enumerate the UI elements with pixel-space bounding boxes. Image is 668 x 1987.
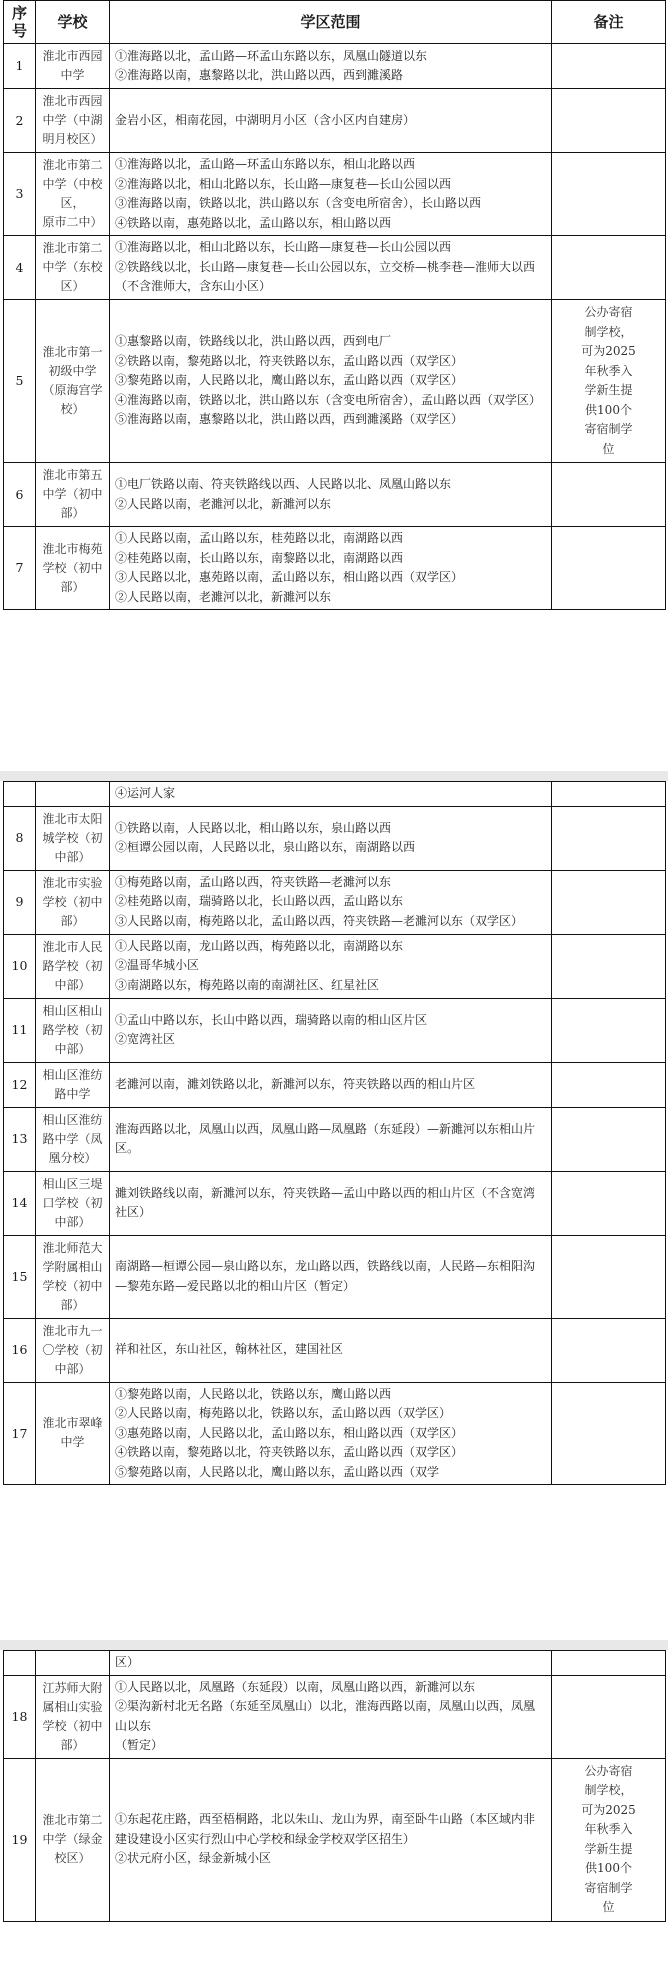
district-range-line: ④铁路以南，惠苑路以北，孟山路以东，相山路以西 [115, 215, 392, 230]
school-name [36, 1758, 110, 1921]
school-name [36, 300, 110, 463]
school-name-line: 淮北市人民 [42, 939, 103, 954]
row-number: 14 [4, 1171, 36, 1235]
header-range: 学区范围 [110, 1, 552, 44]
remark [552, 527, 666, 610]
school-name-line: 原市二中） [42, 215, 103, 229]
school-name-line: 部） [60, 1737, 85, 1752]
district-range [110, 782, 552, 807]
district-range-line: ⑤淮海路以南，惠黎路以北，洪山路以西，西到濉溪路（双学区） [115, 412, 464, 427]
district-range-line: ①人民路以南，龙山路以西，梅苑路以北，南湖路以东 [115, 938, 404, 953]
district-range-line: ①淮海路以北，孟山路—环孟山东路以东，凤凰山隧道以东 [115, 48, 428, 63]
district-range-line: ③人民路以北，惠苑路以南，孟山路以东，相山路以西（双学区） [115, 570, 464, 584]
remark [552, 806, 666, 870]
school-name-line: 明月校区） [42, 132, 103, 146]
school-name-line: 路学校（初 [42, 1022, 103, 1037]
school-name-line: 区） [60, 279, 85, 293]
school-name [36, 782, 110, 807]
district-range-line: ③南湖路以东，梅苑路以南的南湖社区、红星社区 [115, 977, 380, 992]
school-name-line: 淮北市实验 [42, 875, 103, 890]
school-name-line: 相山区淮纺 [42, 1112, 103, 1127]
school-name [36, 998, 110, 1062]
district-range [110, 153, 552, 236]
school-name-line: 淮北市翠峰 [42, 1416, 103, 1431]
district-range-line: 金岩小区，相南花园，中湖明月小区（含小区内自建房） [115, 112, 416, 127]
district-range-line: ①梅苑路以南，孟山路以西，符夹铁路—老濉河以东 [115, 874, 392, 889]
remark-line: 学新生提 [584, 383, 633, 397]
remark [552, 44, 666, 89]
school-name-line: 城学校（初 [42, 830, 103, 845]
table-row [4, 153, 666, 236]
table-row [4, 527, 666, 610]
table-row [4, 300, 666, 463]
district-range-line: ③淮海路以南，铁路以北，洪山路以东（含变电所宿舍），长山路以西 [115, 196, 482, 210]
remark-line: 可为2025 [581, 344, 636, 358]
remark [552, 934, 666, 998]
school-name-line: 淮北市第二 [42, 1813, 103, 1827]
school-name [36, 89, 110, 153]
school-name-line: 中部） [54, 1361, 91, 1376]
district-range-line: ②桂苑路以南，长山路以东，南黎路以北，南湖路以西 [115, 550, 404, 565]
school-name-line: 中部） [54, 849, 91, 864]
row-number: 9 [4, 870, 36, 934]
table-row [4, 236, 666, 300]
district-range-line: ②淮海路以北，相山北路以东，长山路—康复巷—长山公园以西 [115, 176, 452, 191]
remark-line: 制学校， [584, 324, 633, 339]
school-name-line: 中学 [60, 68, 85, 82]
school-name [36, 1318, 110, 1382]
row-number: 3 [4, 153, 36, 236]
school-name-line: 口学校（初 [42, 1195, 103, 1210]
district-range-line: ②淮海路以南，惠黎路以北，洪山路以西，西到濉溪路 [115, 68, 404, 82]
remark-line: 位 [602, 441, 615, 456]
school-name [36, 463, 110, 527]
remark-line: 学新生提 [584, 1841, 633, 1856]
table-row [4, 1171, 666, 1235]
district-range [110, 998, 552, 1062]
school-name [36, 153, 110, 236]
school-name-line: 学校（初中 [42, 1278, 103, 1293]
table-row [4, 1318, 666, 1382]
school-name-line: 部） [60, 913, 85, 928]
remark-line: 年秋季入 [584, 1822, 633, 1836]
district-range [110, 1235, 552, 1318]
row-number: 17 [4, 1382, 36, 1485]
district-range [110, 527, 552, 610]
row-number: 1 [4, 44, 36, 89]
district-range [110, 1675, 552, 1758]
school-name-line: 学校（初中 [42, 1718, 103, 1733]
school-name-line: 部） [60, 579, 85, 594]
school-name-line: 部） [60, 506, 85, 520]
school-name-line: 江苏师大附 [42, 1680, 103, 1695]
school-name-line: 路学校（初 [42, 958, 103, 973]
district-range-line: ①淮海路以北，相山北路以东，长山路—康复巷—长山公园以西 [115, 240, 452, 255]
row-number: 6 [4, 463, 36, 527]
table-row [4, 870, 666, 934]
school-name-line: 初级中学 [48, 364, 97, 378]
district-range [110, 89, 552, 153]
table-row [4, 1382, 666, 1485]
school-name-line: 校区） [54, 1851, 91, 1865]
table-row [4, 463, 666, 527]
school-name-line: 淮北市第一 [42, 345, 103, 359]
district-range-line: ④运河人家 [115, 786, 176, 800]
row-number [4, 782, 36, 807]
remark [552, 1235, 666, 1318]
remark [552, 998, 666, 1062]
remark [552, 153, 666, 236]
school-name-line: 凰分校） [48, 1150, 97, 1165]
row-number: 12 [4, 1062, 36, 1107]
district-range-line: ②人民路以南，老濉河以北，新濉河以东 [115, 496, 332, 511]
district-range-line: ②桓谭公园以南，人民路以北，泉山路以东，南湖路以西 [115, 840, 416, 854]
row-number: 16 [4, 1318, 36, 1382]
school-name-line: 校） [60, 402, 85, 416]
school-name-line: 淮北市第二 [42, 241, 103, 255]
district-range-line: ①电厂铁路以南、符夹铁路线以西、人民路以北、凤凰山路以东 [115, 477, 452, 491]
school-name-line: 学校（初中 [42, 894, 103, 909]
district-range-line: ①东起花庄路，西至梧桐路，北以朱山、龙山为界，南至卧牛山路（本区域内非建设建设小区实行烈山中心学校和绿金学校双学区招生） [115, 1812, 536, 1846]
remark-line: 可为2025 [581, 1802, 636, 1817]
header-school: 学校 [36, 1, 110, 44]
district-range [110, 44, 552, 89]
school-name-line: 淮北市太阳 [42, 811, 103, 826]
school-name [36, 527, 110, 610]
row-number: 5 [4, 300, 36, 463]
table-row [4, 1235, 666, 1318]
district-range [110, 870, 552, 934]
district-range-line: ②铁路线以北，长山路—康复巷—长山公园以东，立交桥—桃李巷—淮师大以西（不含淮师大，含东山小区） [115, 259, 536, 294]
school-name-line: 区， [60, 196, 85, 210]
school-name [36, 1062, 110, 1107]
district-range [110, 1382, 552, 1485]
school-name-line: 中学（东校 [42, 260, 103, 274]
table-row [4, 806, 666, 870]
remark [552, 236, 666, 300]
row-number: 15 [4, 1235, 36, 1318]
school-name [36, 1107, 110, 1171]
school-name-line: 中部） [54, 1041, 91, 1056]
school-name-line: 淮北市第二 [42, 158, 103, 172]
district-range [110, 1107, 552, 1171]
district-range-line: 淮海西路以北，凤凰山以西，凤凰山路—凤凰路（东延段）—新濉河以东相山片区。 [115, 1121, 536, 1155]
school-name [36, 44, 110, 89]
page-gap [0, 1640, 668, 1650]
school-name-line: 学附属相山 [42, 1259, 103, 1274]
school-name-line: 淮北市西园 [42, 49, 103, 63]
district-range [110, 300, 552, 463]
district-range-line: ①孟山中路以东，长山中路以西，瑞骑路以南的相山区片区 [115, 1012, 428, 1027]
table-row [4, 1758, 666, 1921]
remark [552, 1382, 666, 1485]
row-number: 7 [4, 527, 36, 610]
district-range-line: ②人民路以南，老濉河以北，新濉河以东 [115, 589, 332, 604]
district-range [110, 806, 552, 870]
school-name-line: 淮北师范大 [42, 1240, 103, 1255]
row-number [4, 1651, 36, 1676]
row-number: 4 [4, 236, 36, 300]
table-row [4, 1675, 666, 1758]
row-number: 18 [4, 1675, 36, 1758]
remark-line: 供100个 [585, 1861, 632, 1875]
district-range-line: ①人民路以北，凤凰路（东延段）以南，凤凰山路以西，新濉河以东 [115, 1679, 476, 1694]
district-range-line: 区） [115, 1655, 140, 1669]
district-range-line: ③人民路以南，梅苑路以北，孟山路以西，符夹铁路—老濉河以东（双学区） [115, 913, 524, 928]
row-number: 11 [4, 998, 36, 1062]
school-district-table-3 [3, 1650, 666, 1922]
school-name [36, 1171, 110, 1235]
row-number: 19 [4, 1758, 36, 1921]
district-range-line: ⑤黎苑路以南，人民路以北，鹰山路以东，孟山路以西（双学 [115, 1464, 440, 1479]
remark-line: 公办寄宿 [584, 305, 633, 319]
remark [552, 1062, 666, 1107]
remark [552, 1651, 666, 1676]
remark [552, 782, 666, 807]
district-range [110, 1651, 552, 1676]
table-row [4, 89, 666, 153]
remark-line: 位 [602, 1900, 615, 1914]
remark-line: 公办寄宿 [584, 1763, 633, 1778]
row-number: 13 [4, 1107, 36, 1171]
remark [552, 1107, 666, 1171]
row-number: 10 [4, 934, 36, 998]
table-row [4, 1062, 666, 1107]
remark [552, 300, 666, 463]
school-name [36, 806, 110, 870]
district-range-line: ③黎苑路以南，人民路以北，鹰山路以东，孟山路以西（双学区） [115, 373, 464, 388]
school-name-line: 淮北市九一 [42, 1323, 103, 1338]
remark-line: 制学校， [584, 1783, 633, 1797]
table-page-1 [0, 0, 668, 610]
table-row [4, 1651, 666, 1676]
school-name-line: 路中学（凤 [42, 1131, 103, 1146]
district-range-line: （暂定） [115, 1738, 164, 1752]
district-range [110, 463, 552, 527]
school-name [36, 1675, 110, 1758]
district-range-line: 濉刘铁路线以南，新濉河以东，符夹铁路—孟山中路以西的相山片区（不含宽湾社区） [115, 1185, 536, 1219]
header-num: 序号 [4, 1, 36, 44]
school-name-line: 淮北市西园 [42, 94, 103, 108]
remark [552, 1675, 666, 1758]
school-name-line: 淮北市第五 [42, 468, 103, 482]
school-name-line: 中部） [54, 977, 91, 992]
table-row [4, 782, 666, 807]
school-name-line: 相山区三堤 [42, 1176, 103, 1191]
district-range-line: 祥和社区，东山社区，翰林社区，建国社区 [115, 1342, 344, 1357]
school-name [36, 870, 110, 934]
district-range-line: ①惠黎路以南，铁路线以北，洪山路以西，西到电厂 [115, 334, 392, 349]
school-name [36, 236, 110, 300]
district-range-line: ②宽湾社区 [115, 1032, 176, 1046]
district-range [110, 934, 552, 998]
remark [552, 89, 666, 153]
remark-line: 寄宿制学 [584, 1880, 633, 1895]
district-range-line: ④铁路以南，黎苑路以北，符夹铁路以东，孟山路以西（双学区） [115, 1445, 464, 1459]
district-range [110, 1758, 552, 1921]
school-name-line: 学校（初中 [42, 560, 103, 575]
remark-line: 供100个 [585, 402, 632, 417]
district-range-line: ①黎苑路以南，人民路以北，铁路以东，鹰山路以西 [115, 1386, 392, 1401]
district-range-line: ④淮海路以南，铁路以北，洪山路以东（含变电所宿舍），孟山路以西（双学区） [115, 392, 542, 407]
school-name-line: 中学（中校 [42, 177, 103, 191]
table-row [4, 998, 666, 1062]
school-district-table-2 [3, 781, 666, 1485]
district-range-line: 老濉河以南，濉刘铁路以北，新濉河以东，符夹铁路以西的相山片区 [115, 1076, 476, 1091]
remark-line: 寄宿制学 [584, 422, 633, 436]
school-name-line: 中学（绿金 [42, 1832, 103, 1846]
district-range-line: ①人民路以南，孟山路以东，桂苑路以北，南湖路以西 [115, 531, 404, 545]
row-number: 2 [4, 89, 36, 153]
district-range-line: ②人民路以南，梅苑路以北，铁路以东，孟山路以西（双学区） [115, 1406, 452, 1420]
remark [552, 1758, 666, 1921]
district-range-line: ②温哥华城小区 [115, 958, 200, 973]
school-name-line: 属相山实验 [42, 1699, 103, 1714]
school-name-line: 〇学校（初 [42, 1342, 103, 1357]
table-page-3 [0, 1650, 668, 1922]
table-page-2 [0, 781, 668, 1485]
table-row [4, 934, 666, 998]
district-range-line: ①铁路以南，人民路以北，相山路以东，泉山路以西 [115, 820, 392, 835]
district-range-line: ③惠苑路以南，人民路以北，孟山路以东，相山路以西（双学区） [115, 1425, 464, 1440]
district-range [110, 1062, 552, 1107]
school-name-line: 中部） [54, 1214, 91, 1229]
school-name-line: 相山区相山 [42, 1003, 103, 1018]
school-name [36, 1382, 110, 1485]
remark [552, 870, 666, 934]
school-district-table-1 [3, 0, 666, 610]
school-name-line: 中学 [60, 1435, 85, 1450]
school-name-line: （原海宫学 [42, 383, 103, 397]
remark [552, 1318, 666, 1382]
school-name-line: 部） [60, 1297, 85, 1312]
school-name [36, 1235, 110, 1318]
remark [552, 463, 666, 527]
school-name-line: 淮北市梅苑 [42, 541, 103, 556]
school-name [36, 1651, 110, 1676]
district-range-line: ②铁路以南，黎苑路以北，符夹铁路以东，孟山路以西（双学区） [115, 353, 464, 368]
school-name [36, 934, 110, 998]
remark-line: 年秋季入 [584, 363, 633, 378]
district-range-line: ②渠沟新村北无名路（东延至凤凰山）以北，淮海西路以南，凤凰山以西，凤凰山以东 [115, 1699, 536, 1733]
district-range [110, 1171, 552, 1235]
school-name-line: 相山区淮纺 [42, 1067, 103, 1082]
district-range-line: 南湖路—桓谭公园—泉山路以东，龙山路以西，铁路线以南，人民路—东相阳沟—黎苑东路—爱民路以北的相山片区（暂定） [115, 1259, 536, 1293]
district-range-line: ②状元府小区，绿金新城小区 [115, 1851, 272, 1866]
page-gap [0, 771, 668, 781]
district-range-line: ②桂苑路以南，瑞骑路以北，长山路以西，孟山路以东 [115, 894, 404, 909]
header-row [4, 1, 666, 44]
remark [552, 1171, 666, 1235]
school-name-line: 中学（中湖 [42, 113, 103, 127]
district-range-line: ①淮海路以北，孟山路—环孟山东路以东，相山北路以西 [115, 157, 416, 171]
header-note: 备注 [552, 1, 666, 44]
school-name-line: 中学（初中 [42, 487, 103, 501]
table-row [4, 44, 666, 89]
school-name-line: 路中学 [54, 1086, 91, 1101]
table-row [4, 1107, 666, 1171]
district-range [110, 1318, 552, 1382]
row-number: 8 [4, 806, 36, 870]
district-range [110, 236, 552, 300]
